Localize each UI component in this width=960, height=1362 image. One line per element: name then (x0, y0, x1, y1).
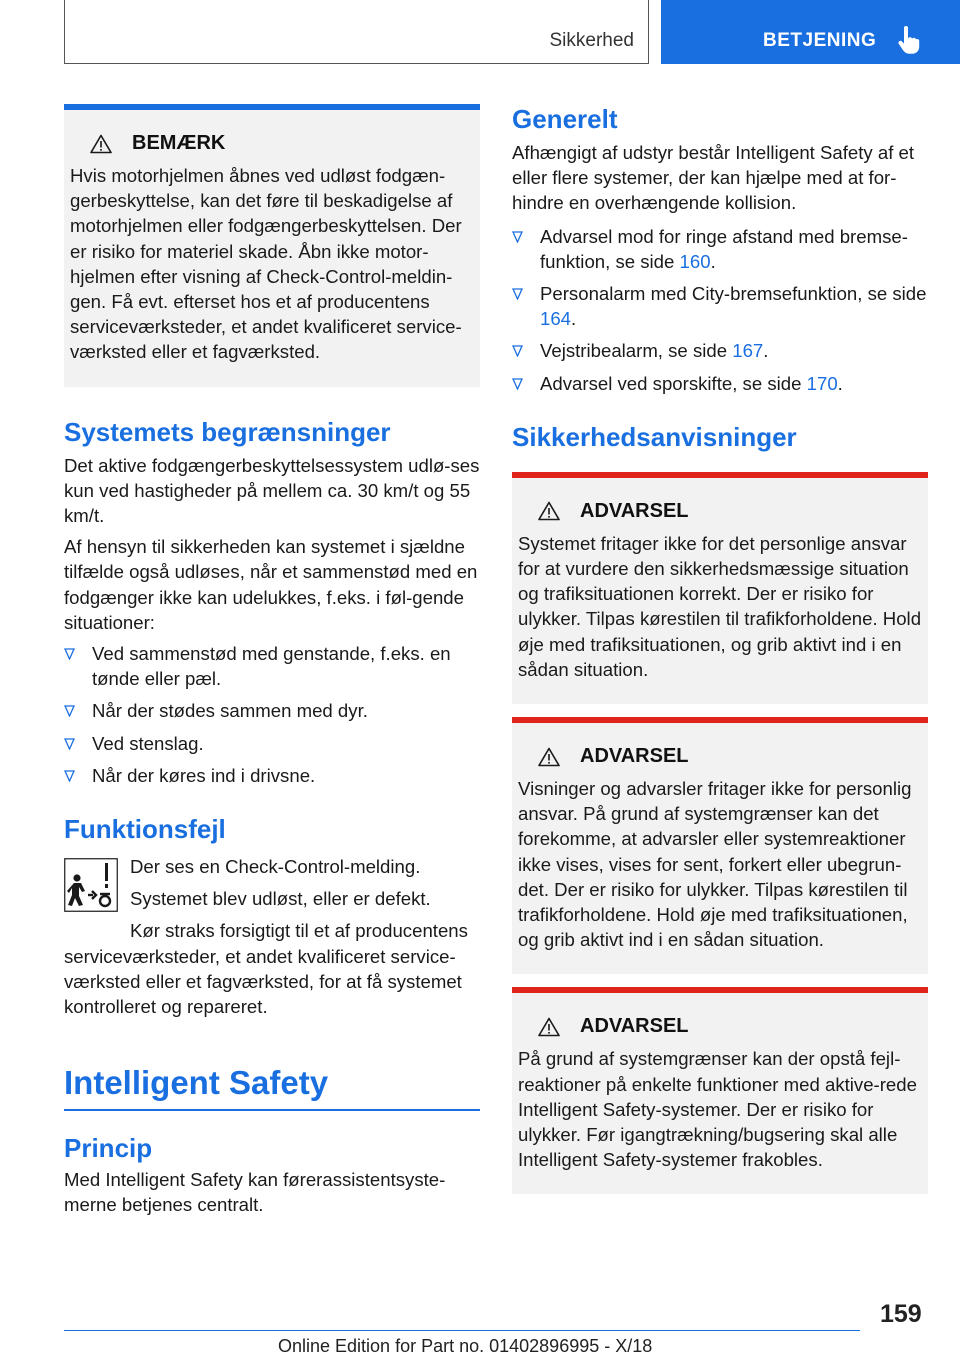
page-number: 159 (880, 1300, 922, 1328)
note-box (64, 104, 480, 387)
warning-body: Systemet fritager ikke for det personlige ansvar for at vurdere den sikkerhedsmæssige situation og trafiksituationen korrekt. Der er risiko for ulykker. Tilpas kørestilen til trafikforholdene. Hold øje med trafiksituationen, og grib aktivt ind i en sådan situation. (518, 532, 922, 680)
warning-body: På grund af systemgrænser kan der opstå fejl-reaktioner på enkelte funktioner med aktive-rede Intelligent Safety-systemer. Der er risiko for ulykker. Før igangtrækning/bugsering skal alle Intelligent Safety-systemer frakobles. (518, 1048, 917, 1171)
malfunction-line-1: Der ses en Check-Control-melding. (130, 856, 421, 878)
triangle-bullet-icon (512, 288, 523, 300)
list-item: Advarsel ved sporskifte, se side 170. (512, 371, 928, 396)
warning-header (538, 1015, 922, 1038)
triangle-bullet-icon (64, 770, 75, 782)
warning-header (538, 745, 922, 768)
page-link[interactable]: 164 (540, 308, 572, 330)
malfunction-heading: Funktionsfejl (64, 814, 226, 845)
pedestrian-protection-icon (64, 858, 118, 912)
limits-list (64, 641, 480, 788)
hand-pointer-icon (897, 26, 921, 54)
caution-triangle-icon (90, 134, 112, 154)
warning-title: ADVARSEL (580, 1015, 689, 1038)
warning-box (512, 472, 928, 704)
general-list (512, 224, 928, 396)
triangle-bullet-icon (512, 231, 523, 243)
triangle-bullet-icon (64, 648, 75, 660)
warning-box (512, 987, 928, 1194)
footer-edition: Online Edition for Part no. 01402896995 - X/18 (278, 1336, 653, 1356)
list-item: Vejstribealarm, se side 167. (512, 338, 928, 363)
triangle-bullet-icon (64, 738, 75, 750)
section-rule (64, 1109, 480, 1111)
list-item: Når der køres ind i drivsne. (64, 763, 480, 788)
limits-paragraph-1: Det aktive fodgængerbeskyttelsessystem udlø-ses kun ved hastigheder på mellem ca. 30 km/t og 55 km/t. (64, 454, 480, 527)
header-chapter-tab[interactable] (661, 0, 960, 64)
malfunction-line-2: Systemet blev udløst, eller er defekt. (130, 888, 431, 910)
malfunction-block (64, 854, 480, 1019)
list-item: Når der stødes sammen med dyr. (64, 698, 480, 723)
triangle-bullet-icon (512, 378, 523, 390)
left-column (64, 104, 480, 1217)
limits-heading: Systemets begrænsninger (64, 416, 391, 447)
page-link[interactable]: 160 (679, 250, 711, 272)
header-section-title: Sikkerhed (549, 30, 634, 51)
list-item: Personalarm med City-bremsefunktion, se side 164. (512, 281, 928, 331)
warning-header (538, 500, 922, 523)
page-link[interactable]: 170 (806, 372, 838, 394)
general-text: Afhængigt af udstyr består Intelligent Safety af et eller flere systemer, der kan hjælpe med at for-hindre en overhængende kollision. (512, 142, 915, 214)
warning-triangle-icon (538, 501, 560, 521)
triangle-bullet-icon (512, 345, 523, 357)
header-chapter-label: BETJENING (763, 30, 877, 51)
principle-heading: Princip (64, 1132, 153, 1163)
note-title: BEMÆRK (132, 132, 226, 154)
intelligent-safety-title: Intelligent Safety (64, 1064, 329, 1102)
list-item: Ved sammenstød med genstande, f.eks. en tønde eller pæl. (64, 641, 480, 691)
footer-rule (64, 1330, 860, 1331)
warning-body: Visninger og advarsler fritager ikke for personlig ansvar. På grund af systemgrænser kan det forekomme, at advarsler eller systemreaktioner ikke vises, vises for sent, forkert eller ubegrun-det. Der er risiko for ulykker. Tilpas kørestilen til trafikforholdene. Hold øje med trafiksituationen, og grib aktivt ind i en sådan situation. (518, 778, 912, 951)
triangle-bullet-icon (64, 705, 75, 717)
principle-text: Med Intelligent Safety kan førerassistentsyste-merne betjenes centralt. (64, 1168, 446, 1215)
warning-triangle-icon (538, 747, 560, 767)
warning-triangle-icon (538, 1017, 560, 1037)
warning-title: ADVARSEL (580, 745, 689, 768)
note-header (90, 132, 474, 155)
list-item: Advarsel mod for ringe afstand med bremse-funktion, se side 160. (512, 224, 928, 274)
limits-paragraph-2: Af hensyn til sikkerheden kan systemet i sjældne tilfælde også udløses, når et sammenstød med en fodgænger ikke kan udelukkes, f.eks. i føl-gende situationer: (64, 536, 478, 633)
warning-title: ADVARSEL (580, 499, 689, 522)
header-section-box (64, 0, 649, 64)
page-link[interactable]: 167 (732, 340, 764, 362)
warning-box (512, 717, 928, 974)
safety-notes-heading: Sikkerhedsanvisninger (512, 421, 797, 452)
list-item: Ved stenslag. (64, 731, 480, 756)
note-body: Hvis motorhjelmen åbnes ved udløst fodgæn-gerbeskyttelse, kan det føre til beskadigelse af motorhjelmen eller fodgængerbeskyttelsen. Der er risiko for materiel skade. Åbn ikke motor-hjelmen efter visning af Check-Control-meldin-gen. Få evt. efterset hos et af producentens serviceværksteder, et andet kvalificeret service-værksted eller et fagværksted. (70, 165, 462, 363)
general-heading: Generelt (512, 104, 618, 134)
malfunction-line-3: Kør straks forsigtigt til et af producentens serviceværksteder, et andet kvalificeret service-værksted eller et fagværksted, for at få systemet kontrolleret og repareret. (64, 920, 468, 1018)
right-column (512, 104, 928, 1194)
